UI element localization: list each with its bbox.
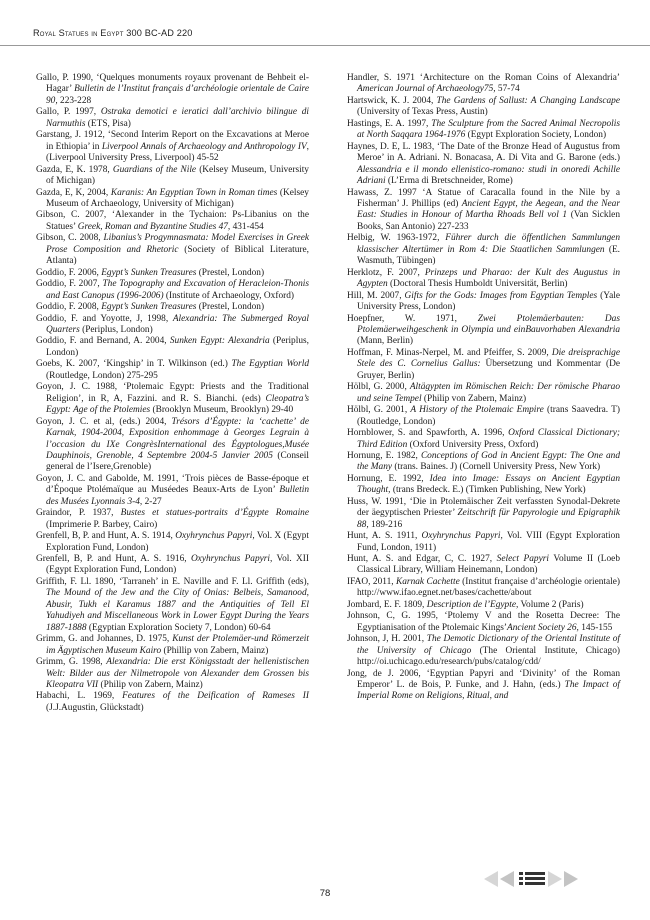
bibliography-entry: Habachi, L. 1969, Features of the Deification of Rameses II (J.J.Augustin, Glückstadt) <box>36 691 309 713</box>
next-page-arrow-icon[interactable] <box>548 871 562 887</box>
bibliography-entry: Hawass, Z. 1997 ‘A Statue of Caracalla found in the Nile by a Fisherman’ J. Phillips (ed) Ancient Egypt, the Aegean, and the Near East: Studies in Honour of Martha Rhoads Bell vol 1 (Van Sicklen Books, San Antonio) 227-233 <box>347 187 620 232</box>
header-rule <box>0 45 650 46</box>
bibliography-right-column <box>347 73 620 703</box>
bibliography-entry: IFAO, 2011, Karnak Cachette (Institut française d’archéologie orientale) http://www.ifao.egnet.net/bases/cachette/about <box>347 576 621 599</box>
bibliography-entry: Hornung, E. 1982, Conceptions of God in Ancient Egypt: The One and the Many (trans. Baines. J) (Cornell University Press, New York) <box>347 450 620 473</box>
bibliography-entry: Huss, W. 1991, ‘Die in Ptolemäischer Zeit verfassten Synodal-Dekrete der äegyptischen Priester’ Zeitschrift für Papyrologie und Epigraphik 88, 189-216 <box>347 496 620 530</box>
bibliography-entry: Grimm, G. and Johannes, D. 1975, Kunst der Ptolemäer-und Römerzeit im Ägyptischen Museum Kairo (Phillip von Zabern, Mainz) <box>36 634 309 656</box>
bibliography-entry: Johnson, C, G. 1995, ‘Ptolemy V and the Rosetta Decree: The Egyptianisation of the Ptolemaic Kings’Ancient Society 26, 145-155 <box>347 611 620 633</box>
bibliography-entry: Gazda, E, K. 1978, Guardians of the Nile (Kelsey Museum, University of Michigan) <box>36 164 309 187</box>
bibliography-entry: Goyon, J. C. and Gabolde, M. 1991, ‘Trois pièces de Basse-époque et d’Époque Ptolémaïque au Muséedes Beaux-Arts de Lyon’ Bulletin des Musées Lyonnais 3-4, 2-27 <box>36 473 309 507</box>
bibliography-entry: Grenfell, B, P. and Hunt, A. S. 1916, Oxyhrynchus Papyri, Vol. XII (Egypt Exploration Fund, London) <box>36 554 309 576</box>
bibliography-entry: Griffith, F. Ll. 1890, ‘Tarraneh’ in E. Naville and F. Ll. Griffith (eds), The Mound of the Jew and the City of Onias: Belbeis, Samanood, Abusir, Tukh el Karamus 1887 and the Antiquities of Tell El Yahudiyeh and Miscellaneous Work in Lower Egypt During the Years 1887-1888 (Egyptian Exploration Society 7, London) 60-64 <box>36 576 309 633</box>
prev-page-arrow-icon[interactable] <box>500 871 514 887</box>
bibliography-entry: Gallo, P. 1990, ‘Quelques monuments royaux provenant de Behbeit el-Hagar’ Bulletin de l’Institut français d’archéologie orientale de Caire 90, 223-228 <box>36 73 309 106</box>
bibliography-entry: Hölbl, G. 2000, Altägypten im Römischen Reich: Der römische Pharao und seine Tempel (Philip von Zabern, Mainz) <box>347 382 620 404</box>
bibliography-entry: Jong, de J. 2006, ‘Egyptian Papyri and ‘Divinity’ of the Roman Emperor’ L. de Bois, P. Funke, and J. Hahn, (eds.) The Impact of Imperial Rome on Religions, Ritual, and <box>347 668 620 702</box>
bibliography-entry: Hunt, A. S. and Edgar, C, C. 1927, Select Papyri Volume II (Loeb Classical Library, William Heinemann, London) <box>347 554 620 576</box>
bibliography-entry: Goddio, F. and Bernand, A. 2004, Sunken Egypt: Alexandria (Periplus, London) <box>36 336 309 358</box>
bibliography-entry: Goyon, J. C. et al, (eds.) 2004, Trésors d’Égypte: la ‘cachette’ de Karnak, 1904-2004, Exposition enhommage à Georges Legrain à l’occasion du IXe CongrèsInternational des Égyptologues,Musée Dauphinois, Grenoble, 4 Septembre 2004-5 Janvier 2005 (Conseil general de l’Isere,Grenoble) <box>36 416 309 473</box>
last-page-arrow-icon[interactable] <box>564 871 578 887</box>
bibliography-entry: Herklotz, F. 2007, Prinzeps und Pharao: der Kult des Augustus in Agypten (Doctoral Thesis Humboldt Universität, Berlin) <box>347 267 620 290</box>
bibliography-entry: Hölbl, G. 2001, A History of the Ptolemaic Empire (trans Saavedra. T) (Routledge, London) <box>347 405 621 427</box>
bibliography-entry: Helbig, W. 1963-1972, Führer durch die öffentlichen Sammlungen klassischer Altertümer in Rom 4: Die Staatlichen Sammlungen (E. Wasmuth, Tübingen) <box>347 233 620 267</box>
menu-list-icon[interactable] <box>519 870 545 888</box>
bibliography-entry: Haynes, D. E, L. 1983, ‘The Date of the Bronze Head of Augustus from Meroe’ in A. Adriani. N. Bonacasa, A. Di Vita and G. Barone (eds.) Alessandria e il mondo ellenistico-romano: studi in onoredi Achille Adriani (L’Erma di Bretschneider, Rome) <box>347 141 620 187</box>
bibliography-entry: Gallo, P. 1997, Ostraka demotici e ieratici dall’archivio bilingue di Narmuthis (ETS, Pisa) <box>36 107 309 129</box>
bibliography-entry: Goddio, F. and Yoyotte, J, 1998, Alexandria: The Submerged Royal Quarters (Periplus, London) <box>36 313 309 335</box>
bibliography-entry: Gibson, C. 2008, Libanius’s Progymnasmata: Model Exercises in Greek Prose Composition and Rhetoric (Society of Biblical Literature, Atlanta) <box>36 233 309 267</box>
bibliography-entry: Gibson, C. 2007, ‘Alexander in the Tychaion: Ps-Libanius on the Statues’ Greek, Roman and Byzantine Studies 47, 431-454 <box>36 210 309 232</box>
bibliography-entry: Graindor, P. 1937, Bustes et statues-portraits d’Égypte Romaine (Imprimerie P. Barbey, Cairo) <box>36 508 309 530</box>
bibliography-entry: Goddio, F. 2006, Egypt’s Sunken Treasures (Prestel, London) <box>36 267 265 278</box>
bibliography-entry: Jombard, E. F. 1809, Description de l’Egypte, Volume 2 (Paris) <box>347 599 584 610</box>
bibliography-entry: Goyon, J. C. 1988, ‘Ptolemaic Egypt: Priests and the Traditional Religion’, in R, A, Fazzini. and R. S. Bianchi. (eds) Cleopatra’s Egypt: Age of the Ptolemies (Brooklyn Museum, Brooklyn) 29-40 <box>36 382 309 416</box>
bibliography-entry: Goddio, F. 2007, The Topography and Excavation of Heracleion-Thonis and East Canopus (1996-2006) (Institute of Archaeology, Oxford) <box>36 279 310 301</box>
first-page-arrow-icon[interactable] <box>484 871 498 887</box>
bibliography-entry: Goebs, K. 2007, ‘Kingship’ in T. Wilkinson (ed.) The Egyptian World (Routledge, London) 275-295 <box>36 359 309 381</box>
bibliography-entry: Johnson, J, H. 2001, The Demotic Dictionary of the Oriental Institute of the University of Chicago (The Oriental Institute, Chicago) http://oi.uchicago.edu/research/pubs/catalog/cdd/ <box>347 634 621 668</box>
bibliography-entry: Hoepfner, W. 1971, Zwei Ptolemäerbauten: Das Ptolemäerweihgeschenk in Olympia und einBauvorhaben Alexandria (Mann, Berlin) <box>347 313 620 347</box>
bibliography-entry: Garstang, J. 1912, ‘Second Interim Report on the Excavations at Meroe in Ethiopia’ in Liverpool Annals of Archaeology and Anthropology IV, (Liverpool University Press, Liverpool) 45-52 <box>36 130 309 164</box>
bibliography-entry: Hartswick, K. J. 2004, The Gardens of Sallust: A Changing Landscape (University of Texas Press, Austin) <box>347 95 620 118</box>
bibliography-entry: Hastings, E. A. 1997, The Sculpture from the Sacred Animal Necropolis at North Saqqara 1964-1976 (Egypt Exploration Society, London) <box>347 118 620 141</box>
bibliography-entry: Grenfell, B, P. and Hunt, A. S. 1914, Oxyhrynchus Papyri, Vol. X (Egypt Exploration Fund, London) <box>36 531 309 553</box>
page-number: 78 <box>319 888 331 899</box>
bibliography-left-column <box>36 73 309 714</box>
bibliography-entry: Hoffman, F. Minas-Nerpel, M. and Pfeiffer, S. 2009, Die dreisprachige Stele des C. Cornelius Gallus: Übersetzung und Kommentar (De Gruyer, Berlin) <box>347 347 621 381</box>
running-header: Royal Statues in Egypt 300 BC-AD 220 <box>33 28 193 38</box>
bibliography-entry: Hornblower, S. and Spawforth, A. 1996, Oxford Classical Dictionary; Third Edition (Oxford University Press, Oxford) <box>347 428 620 450</box>
bibliography-entry: Hill, M. 2007, Gifts for the Gods: Images from Egyptian Temples (Yale University Press, London) <box>347 290 620 313</box>
bibliography-entry: Grimm, G. 1998, Alexandria: Die erst Königsstadt der hellenistischen Welt: Bilder aus der Nilmetropole von Alexander dem Grossen bis Kleopatra VII (Philip von Zabern, Mainz) <box>36 657 309 691</box>
bibliography-entry: Handler, S. 1971 ‘Architecture on the Roman Coins of Alexandria’ American Journal of Archaeology75, 57-74 <box>347 73 620 95</box>
bibliography-entry: Gazda, E, K, 2004, Karanis: An Egyptian Town in Roman times (Kelsey Museum of Archaeology, University of Michigan) <box>36 187 309 209</box>
bibliography-entry: Hornung, E. 1992, Idea into Image: Essays on Ancient Egyptian Thought, (trans Bredeck. E.) (Timken Publishing, New York) <box>347 473 620 496</box>
bibliography-entry: Hunt, A. S. 1911, Oxyhrynchus Papyri, Vol. VIII (Egypt Exploration Fund, London, 1911) <box>347 531 620 553</box>
bibliography-entry: Goddio, F. 2008, Egypt’s Sunken Treasures (Prestel, London) <box>36 302 265 313</box>
